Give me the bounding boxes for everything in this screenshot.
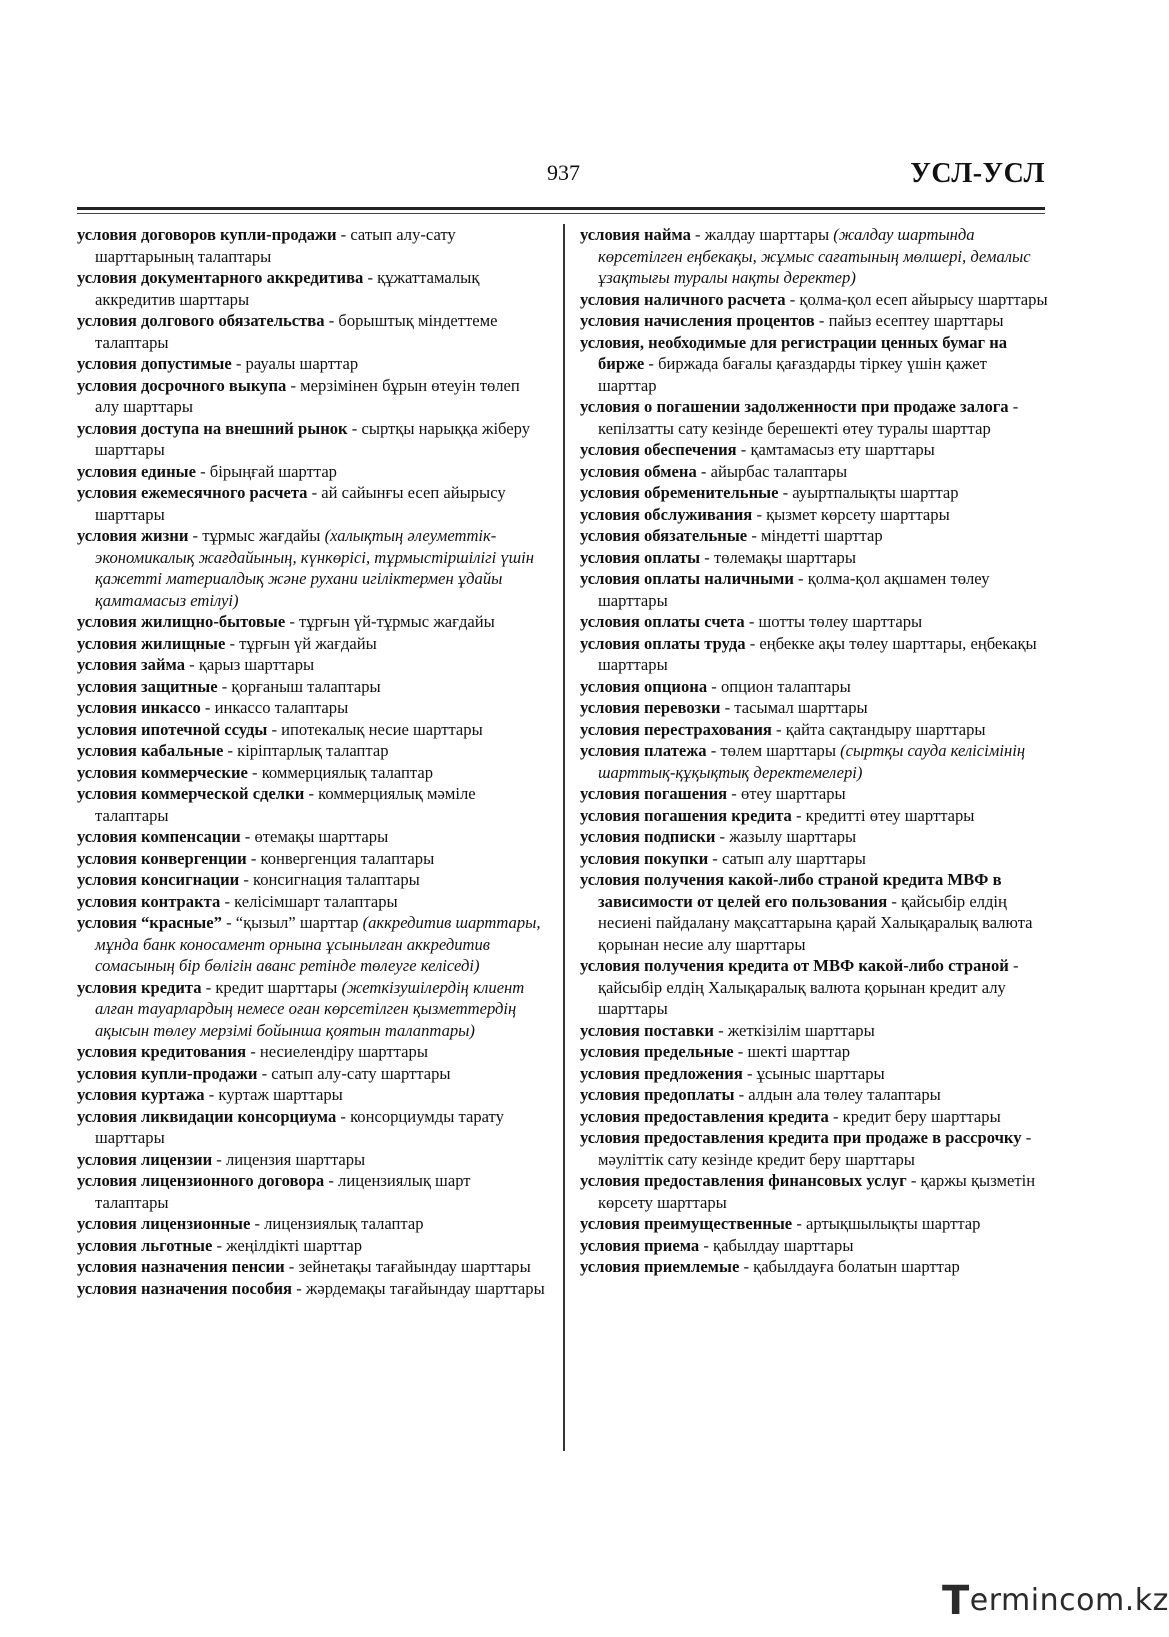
- entry-term: условия погашения кредита: [580, 805, 792, 825]
- entry-term: условия инкассо: [77, 698, 201, 717]
- entry-definition: - консорциумды тарату шарттары: [95, 1106, 504, 1147]
- entry-term: условия платежа: [580, 741, 707, 760]
- entry-definition: - мәуліттік сату кезінде кредит беру шарттары: [598, 1128, 1032, 1169]
- dictionary-entry: [580, 697, 1048, 719]
- dictionary-entry: [77, 654, 547, 676]
- dictionary-entry: [580, 848, 1048, 870]
- entry-definition: - келісімшарт талаптары: [220, 891, 398, 911]
- entry-term: условия займа: [77, 655, 186, 674]
- entry-term: условия доступа на внешний рынок: [77, 418, 348, 438]
- dictionary-entry: [580, 224, 1048, 289]
- entry-term: условия назначения пенсии: [77, 1257, 285, 1276]
- dictionary-entry: [77, 461, 547, 483]
- dictionary-entry: [580, 676, 1048, 698]
- dictionary-entry: [77, 891, 547, 913]
- dictionary-column-left: [77, 224, 547, 1299]
- dictionary-entry: [77, 977, 547, 1042]
- entry-term: условия оплаты: [580, 547, 701, 567]
- entry-term: условия оплаты наличными: [580, 569, 794, 588]
- entry-term: условия обременительные: [580, 483, 779, 502]
- logo-text-a: erminc: [969, 1583, 1077, 1618]
- dictionary-entry: [77, 740, 547, 762]
- entry-term: условия договоров купли-продажи: [77, 225, 337, 244]
- entry-term: условия коммерческие: [77, 762, 248, 782]
- entry-definition: - борыштық міндеттеме талаптары: [95, 311, 498, 352]
- page-header: [77, 158, 1045, 198]
- entry-definition: - пайыз есептеу шарттары: [814, 311, 1004, 330]
- entry-term: условия долгового обязательства: [77, 311, 325, 330]
- dictionary-entry: [580, 310, 1048, 332]
- entry-term: условия конвергенции: [77, 848, 247, 868]
- entry-definition: - опцион талаптары: [707, 676, 851, 696]
- entry-term: условия о погашении задолженности при продаже залога: [580, 397, 1009, 416]
- dictionary-entry: [580, 1063, 1048, 1085]
- entry-definition: - лицензиялық талаптар: [250, 1214, 424, 1233]
- dictionary-entry: [580, 1213, 1048, 1235]
- entry-term: условия льготные: [77, 1235, 213, 1255]
- entry-term: условия оплаты счета: [580, 612, 745, 631]
- entry-term: условия куртажа: [77, 1085, 205, 1104]
- entry-definition: - тұрғын үй-тұрмыс жағдайы: [285, 612, 495, 631]
- entry-term: условия найма: [580, 225, 691, 244]
- entry-definition: - тұрғын үй жағдайы: [225, 633, 377, 653]
- entry-term: условия допустимые: [77, 354, 232, 373]
- entry-term: условия предложения: [580, 1063, 743, 1083]
- dictionary-entry: [580, 461, 1048, 483]
- dictionary-entry: [77, 353, 547, 375]
- entry-definition: - артықшылықты шарттар: [792, 1214, 981, 1233]
- dictionary-entry: [580, 955, 1048, 1020]
- dictionary-entry: [580, 1235, 1048, 1257]
- entry-definition: - қаржы қызметін көрсету шарттары: [598, 1171, 1036, 1212]
- dictionary-entry: [580, 396, 1048, 439]
- entry-definition: - тұрмыс жағдайы: [188, 526, 325, 545]
- dictionary-entry: [580, 869, 1048, 955]
- entry-definition: - жеңілдікті шарттар: [212, 1235, 363, 1255]
- entry-definition: - зейнетақы тағайындау шарттары: [284, 1257, 531, 1276]
- entry-definition: - мерзімінен бұрын өтеуін төлеп алу шарттары: [95, 375, 520, 416]
- dictionary-entry: [77, 1149, 547, 1171]
- logo-letter-t: T: [942, 1578, 970, 1624]
- entry-term: условия обмена: [580, 461, 697, 481]
- dictionary-entry: [580, 439, 1048, 461]
- dictionary-entry: [580, 783, 1048, 805]
- entry-term: условия начисления процентов: [580, 311, 815, 330]
- dictionary-entry: [77, 1235, 547, 1257]
- entry-definition: - қайсыбір елдің Халықаралық валюта қорынан кредит алу шарттары: [598, 956, 1019, 1018]
- entry-term: условия ликвидации консорциума: [77, 1106, 337, 1126]
- entry-definition: - кіріптарлық талаптар: [223, 741, 389, 760]
- entry-definition: - құжаттамалық аккредитив шарттары: [95, 268, 480, 309]
- dictionary-entry: [580, 611, 1048, 633]
- entry-definition: - жалдау шарттары: [690, 225, 834, 244]
- entry-definition: - бірыңғай шарттар: [195, 461, 337, 481]
- dictionary-entry: [580, 482, 1048, 504]
- entry-definition: - биржада бағалы қағаздарды тіркеу үшін қажет шарттар: [598, 354, 987, 395]
- entry-definition: - қайсыбір елдің несиені пайдалану мақсаттарына қарай Халықаралық валюта қорынан несие алу шарттары: [598, 891, 1033, 954]
- dictionary-entry: [77, 848, 547, 870]
- dictionary-entry: [580, 568, 1048, 611]
- entry-explanation: (халықтың әлеуметтік-экономикалық жағдайының, күнкөрісі, тұрмыстіршілігі үшін қажетті материалдық және рухани игіліктермен ұдайы қамтамасыз етілуі): [95, 526, 535, 610]
- dictionary-entry: [77, 697, 547, 719]
- entry-definition: - ауыртпалықты шарттар: [778, 483, 959, 502]
- header-rule-thin: [77, 213, 1045, 214]
- dictionary-entry: [580, 1106, 1048, 1128]
- entry-definition: - шекті шарттар: [733, 1042, 851, 1061]
- dictionary-entry: [580, 1256, 1048, 1278]
- entry-definition: - коммерциялық мәміле талаптары: [95, 784, 476, 825]
- entry-term: условия консигнации: [77, 870, 240, 889]
- entry-term: условия кабальные: [77, 741, 224, 760]
- entry-definition: - несиелендіру шарттары: [246, 1042, 428, 1061]
- dictionary-entry: [580, 805, 1048, 827]
- entry-term: условия защитные: [77, 676, 218, 696]
- entry-term: условия жилищно-бытовые: [77, 612, 286, 631]
- dictionary-entry: [580, 719, 1048, 741]
- entry-term: условия “красные”: [77, 913, 222, 932]
- entry-definition: - конвергенция талаптары: [246, 848, 435, 868]
- entry-term: условия получения какой-либо страной кредита МВФ в зависимости от целей его пользования: [580, 870, 1002, 911]
- entry-term: условия перестрахования: [580, 719, 772, 739]
- termincom-logo: [942, 1578, 1169, 1624]
- entry-term: условия купли-продажи: [77, 1063, 258, 1083]
- dictionary-entry: [77, 719, 547, 741]
- entry-term: условия покупки: [580, 848, 709, 868]
- dictionary-entry: [77, 1063, 547, 1085]
- entry-definition: - лицензия шарттары: [212, 1149, 366, 1169]
- entry-definition: - қабылдауға болатын шарттар: [739, 1257, 960, 1276]
- entry-term: условия ипотечной ссуды: [77, 719, 268, 739]
- entry-term: условия преимущественные: [580, 1214, 793, 1233]
- column-divider: [563, 224, 565, 1451]
- dictionary-column-right: [580, 224, 1048, 1278]
- logo-text-b: m.kz: [1095, 1583, 1169, 1618]
- entry-term: условия погашения: [580, 784, 728, 803]
- entry-term: условия предоставления кредита: [580, 1106, 829, 1126]
- dictionary-entry: [580, 1020, 1048, 1042]
- entry-definition: - жазылу шарттары: [715, 827, 857, 846]
- dictionary-entry: [77, 482, 547, 525]
- entry-definition: - куртаж шарттары: [204, 1085, 343, 1104]
- entry-term: условия коммерческой сделки: [77, 784, 305, 803]
- dictionary-entry: [580, 1127, 1048, 1170]
- dictionary-entry: [77, 224, 547, 267]
- entry-definition: - лицензиялық шарт талаптары: [95, 1171, 471, 1212]
- entry-term: условия лицензионного договора: [77, 1171, 325, 1190]
- entry-term: условия жилищные: [77, 633, 226, 653]
- dictionary-entry: [580, 332, 1048, 397]
- dictionary-entry: [77, 676, 547, 698]
- dictionary-entry: [77, 912, 547, 977]
- entry-definition: - өтемақы шарттары: [240, 827, 389, 846]
- entry-definition: - жәрдемақы тағайындау шарттары: [292, 1278, 545, 1298]
- entry-term: условия ежемесячного расчета: [77, 483, 308, 502]
- dictionary-entry: [77, 826, 547, 848]
- dictionary-entry: [580, 525, 1048, 547]
- entry-term: условия предоставления финансовых услуг: [580, 1171, 907, 1190]
- entry-term: условия приемлемые: [580, 1257, 740, 1276]
- entry-definition: - сатып алу шарттары: [708, 848, 866, 868]
- entry-definition: - төлемақы шарттары: [700, 547, 857, 567]
- dictionary-entry: [77, 1213, 547, 1235]
- entry-term: условия единые: [77, 461, 196, 481]
- entry-definition: - шотты төлеу шарттары: [744, 612, 923, 631]
- entry-term: условия приема: [580, 1235, 700, 1255]
- dictionary-entry: [77, 783, 547, 826]
- entry-term: условия лицензии: [77, 1149, 213, 1169]
- entry-definition: - тасымал шарттары: [720, 698, 868, 717]
- dictionary-entry: [77, 525, 547, 611]
- dictionary-entry: [580, 1170, 1048, 1213]
- entry-explanation: (жеткізушілердің клиент алған тауарлардың немесе оған көрсетілген қызметтердің ақысын төлеу мерзімі бойынша қоятын талаптары): [95, 977, 525, 1040]
- dictionary-entry: [77, 1106, 547, 1149]
- entry-term: условия досрочного выкупа: [77, 375, 287, 395]
- entry-definition: - сатып алу-сату шарттарының талаптары: [95, 225, 456, 266]
- entry-definition: - жеткізілім шарттары: [713, 1020, 875, 1040]
- entry-definition: - өтеу шарттары: [727, 784, 846, 803]
- dictionary-entry: [77, 418, 547, 461]
- entry-term: условия обслуживания: [580, 504, 753, 524]
- entry-definition: - қамтамасыз ету шарттары: [736, 440, 935, 459]
- entry-term: условия перевозки: [580, 698, 721, 717]
- entry-term: условия контракта: [77, 891, 221, 911]
- entry-definition: - қолма-қол ақшамен төлеу шарттары: [598, 569, 990, 610]
- dictionary-entry: [77, 267, 547, 310]
- entry-term: условия компенсации: [77, 827, 241, 846]
- dictionary-entry: [77, 1278, 547, 1300]
- entry-definition: - міндетті шарттар: [747, 526, 883, 545]
- entry-definition: - қайта сақтандыру шарттары: [771, 719, 986, 739]
- dictionary-entry: [580, 633, 1048, 676]
- entry-definition: - сыртқы нарыққа жіберу шарттары: [95, 418, 531, 459]
- entry-definition: - “қызыл” шарттар: [221, 913, 363, 932]
- entry-definition: - инкассо талаптары: [200, 698, 349, 717]
- entry-definition: - төлем шарттары: [706, 741, 841, 760]
- entry-term: условия назначения пособия: [77, 1278, 293, 1298]
- dictionary-entry: [77, 310, 547, 353]
- dictionary-entry: [77, 869, 547, 891]
- dictionary-entry: [77, 1041, 547, 1063]
- page-range-heading: УСЛ-УСЛ: [910, 158, 1045, 189]
- entry-term: условия поставки: [580, 1020, 714, 1040]
- entry-term: условия обеспечения: [580, 440, 737, 459]
- entry-definition: - кепілзатты сату кезінде берешекті өтеу туралы шарттар: [598, 397, 1019, 438]
- entry-term: условия лицензионные: [77, 1214, 251, 1233]
- entry-definition: - сатып алу-сату шарттары: [257, 1063, 451, 1083]
- dictionary-entry: [77, 1256, 547, 1278]
- entry-term: условия предоплаты: [580, 1085, 735, 1104]
- entry-definition: - консигнация талаптары: [239, 870, 420, 889]
- dictionary-entry: [77, 611, 547, 633]
- entry-definition: - қабылдау шарттары: [699, 1235, 854, 1255]
- entry-explanation: (жалдау шартында көрсетілген еңбекақы, жұмыс сағатының мөлшері, демалыс ұзақтығы туралы нақты деректер): [598, 225, 1031, 287]
- entry-definition: - ай сайынғы есеп айырысу шарттары: [95, 483, 506, 524]
- entry-definition: - ипотекалық несие шарттары: [267, 719, 483, 739]
- dictionary-entry: [580, 826, 1048, 848]
- dictionary-entry: [580, 547, 1048, 569]
- dictionary-entry: [77, 1084, 547, 1106]
- entry-term: условия кредитования: [77, 1042, 247, 1061]
- entry-definition: - қарыз шарттары: [185, 655, 315, 674]
- dictionary-entry: [77, 633, 547, 655]
- entry-term: условия жизни: [77, 526, 189, 545]
- entry-definition: - ұсыныс шарттары: [742, 1063, 885, 1083]
- entry-term: условия получения кредита от МВФ какой-либо страной: [580, 956, 1009, 975]
- entry-term: условия предоставления кредита при продаже в рассрочку: [580, 1128, 1022, 1147]
- dictionary-entry: [580, 1041, 1048, 1063]
- dictionary-entry: [580, 504, 1048, 526]
- entry-definition: - қолма-қол есеп айырысу шарттары: [785, 289, 1048, 309]
- entry-term: условия наличного расчета: [580, 289, 786, 309]
- entry-definition: - кредитті өтеу шарттары: [791, 805, 975, 825]
- logo-o-glyph: o: [1076, 1583, 1095, 1618]
- dictionary-entry: [77, 1170, 547, 1213]
- dictionary-entry: [580, 1084, 1048, 1106]
- entry-definition: - коммерциялық талаптар: [247, 762, 433, 782]
- entry-term: условия обязательные: [580, 526, 748, 545]
- dictionary-entry: [77, 375, 547, 418]
- entry-definition: - рауалы шарттар: [231, 354, 359, 373]
- entry-term: условия опциона: [580, 676, 708, 696]
- dictionary-entry: [580, 289, 1048, 311]
- entry-definition: - қорғаныш талаптары: [217, 676, 381, 696]
- entry-term: условия кредита: [77, 977, 202, 997]
- header-rule-thick: [77, 207, 1045, 210]
- entry-definition: - айырбас талаптары: [696, 461, 848, 481]
- entry-term: условия подписки: [580, 827, 716, 846]
- entry-definition: - қызмет көрсету шарттары: [752, 504, 950, 524]
- entry-definition: - кредит беру шарттары: [828, 1106, 1001, 1126]
- entry-term: условия предельные: [580, 1042, 734, 1061]
- page-number: 937: [547, 160, 580, 185]
- entry-definition: - алдын ала төлеу талаптары: [734, 1085, 941, 1104]
- entry-term: условия оплаты труда: [580, 633, 746, 653]
- entry-explanation: (аккредитив шарттары, мұнда банк коносамент орнына ұсынылған аккредитив сомасының бір бөлігін аванс ретінде төлеуге келіседі): [95, 913, 541, 975]
- entry-explanation: (сыртқы сауда келісімінің шарттық-құқықтық деректемелері): [598, 741, 1026, 782]
- dictionary-entry: [77, 762, 547, 784]
- entry-definition: - еңбекке ақы төлеу шарттары, еңбекақы шарттары: [598, 633, 1037, 674]
- entry-term: условия документарного аккредитива: [77, 268, 364, 287]
- dictionary-entry: [580, 740, 1048, 783]
- entry-term: условия, необходимые для регистрации ценных бумаг на бирже: [580, 332, 1008, 373]
- entry-definition: - кредит шарттары: [201, 977, 342, 997]
